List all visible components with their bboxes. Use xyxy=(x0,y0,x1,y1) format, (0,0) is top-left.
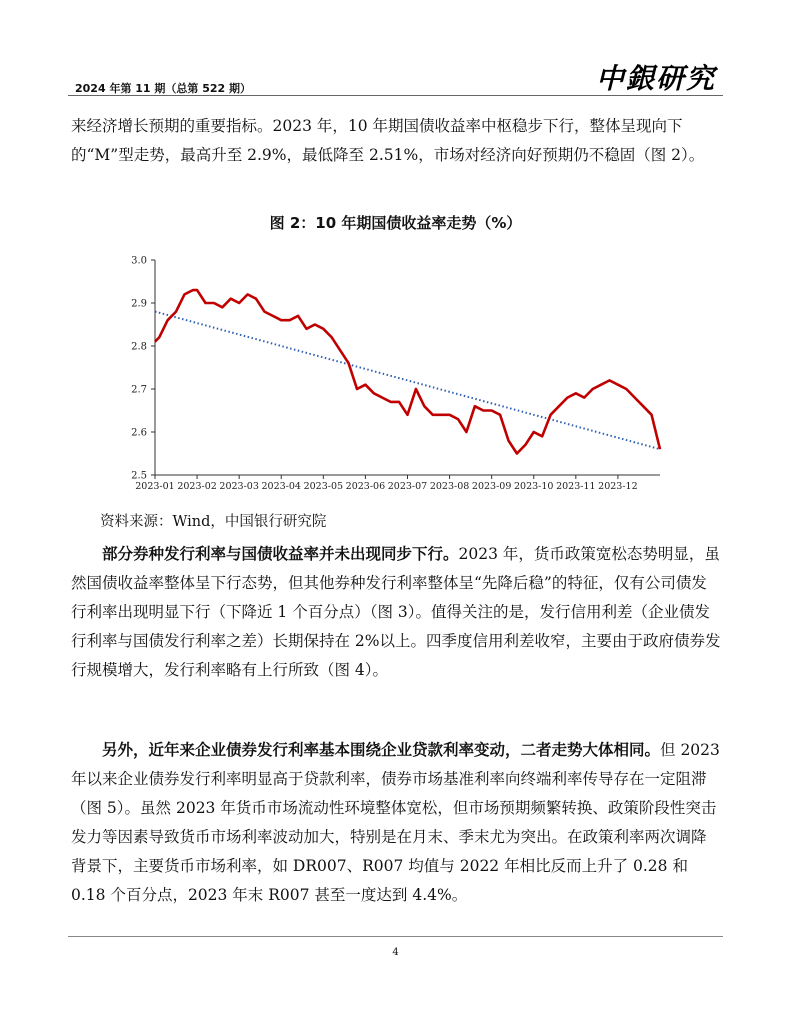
y-tick-label: 2.6 xyxy=(131,427,147,439)
x-tick-label: 2023-04 xyxy=(261,481,301,492)
x-tick-label: 2023-08 xyxy=(429,481,470,492)
x-tick-label: 2023-06 xyxy=(345,481,386,492)
x-tick-label: 2023-11 xyxy=(556,481,596,492)
issue-label: 2024 年第 11 期（总第 522 期） xyxy=(75,82,252,95)
yield-line-chart xyxy=(120,250,670,498)
figure-source: 资料来源：Wind，中国银行研究院 xyxy=(100,514,327,530)
y-tick-label: 2.9 xyxy=(131,298,147,310)
x-tick-label: 2023-10 xyxy=(514,481,554,492)
y-tick-label: 2.8 xyxy=(131,341,147,353)
trend-line xyxy=(155,312,660,450)
x-tick-label: 2023-07 xyxy=(387,481,428,492)
boc-research-logo: 中銀研究 xyxy=(595,62,716,95)
y-tick-label: 2.7 xyxy=(131,384,147,396)
y-tick-label: 2.5 xyxy=(131,470,147,482)
paragraph-1: 来经济增长预期的重要指标。2023 年，10 年期国债收益率中枢稳步下行，整体呈现向下的“M”型走势，最高升至 2.9%，最低降至 2.51%，市场对经济向好预期仍不稳固（图 2）。 xyxy=(71,117,705,164)
x-tick-label: 2023-12 xyxy=(598,481,638,492)
header-divider xyxy=(68,95,723,96)
x-tick-label: 2023-09 xyxy=(471,481,512,492)
paragraph-3-body: 但 2023 年以来企业债券发行利率明显高于贷款利率，债券市场基准利率向终端利率传导存在一定阻滞（图 5）。虽然 2023 年货币市场流动性环境整体宽松，但市场预期频繁转换、政策阶段性突击发力等因素导致货币市场利率波动加大，特别是在月末、季末尤为突出。在政策利率两次调降背景下，主要货币市场利率，如 DR007、R007 均值与 2022 年相比反而上升了 0.28 和 0.18 个百分点，2023 年末 R007 甚至一度达到 4.4%。 xyxy=(71,741,720,904)
page-number: 4 xyxy=(392,947,399,958)
paragraph-2-lead: 部分券种发行利率与国债收益率并未出现同步下行。 xyxy=(102,545,459,563)
figure-title: 图 2：10 年期国债收益率走势（%） xyxy=(269,214,522,232)
footer-divider xyxy=(68,936,723,937)
paragraph-2 xyxy=(71,540,721,685)
x-tick-label: 2023-05 xyxy=(303,481,344,492)
x-tick-label: 2023-01 xyxy=(135,481,175,492)
paragraph-3-lead: 另外，近年来企业债券发行利率基本围绕企业贷款利率变动，二者走势大体相同。 xyxy=(102,741,661,759)
x-tick-label: 2023-03 xyxy=(219,481,259,492)
paragraph-2-body: 2023 年，货币政策宽松态势明显，虽然国债收益率整体呈下行态势，但其他券种发行利率整体呈“先降后稳”的特征，仅有公司债发行利率出现明显下行（下降近 1 个百分点）（图 3）。值得关注的是，发行信用利差（企业债发行利率与国债发行利率之差）长期保持在 2%以上。四季度信用利差收窄，主要由于政府债券发行规模增大，发行利率略有上行所致（图 4）。 xyxy=(71,545,721,679)
x-tick-label: 2023-02 xyxy=(177,481,217,492)
y-tick-label: 3.0 xyxy=(131,255,147,267)
paragraph-3 xyxy=(71,736,721,910)
